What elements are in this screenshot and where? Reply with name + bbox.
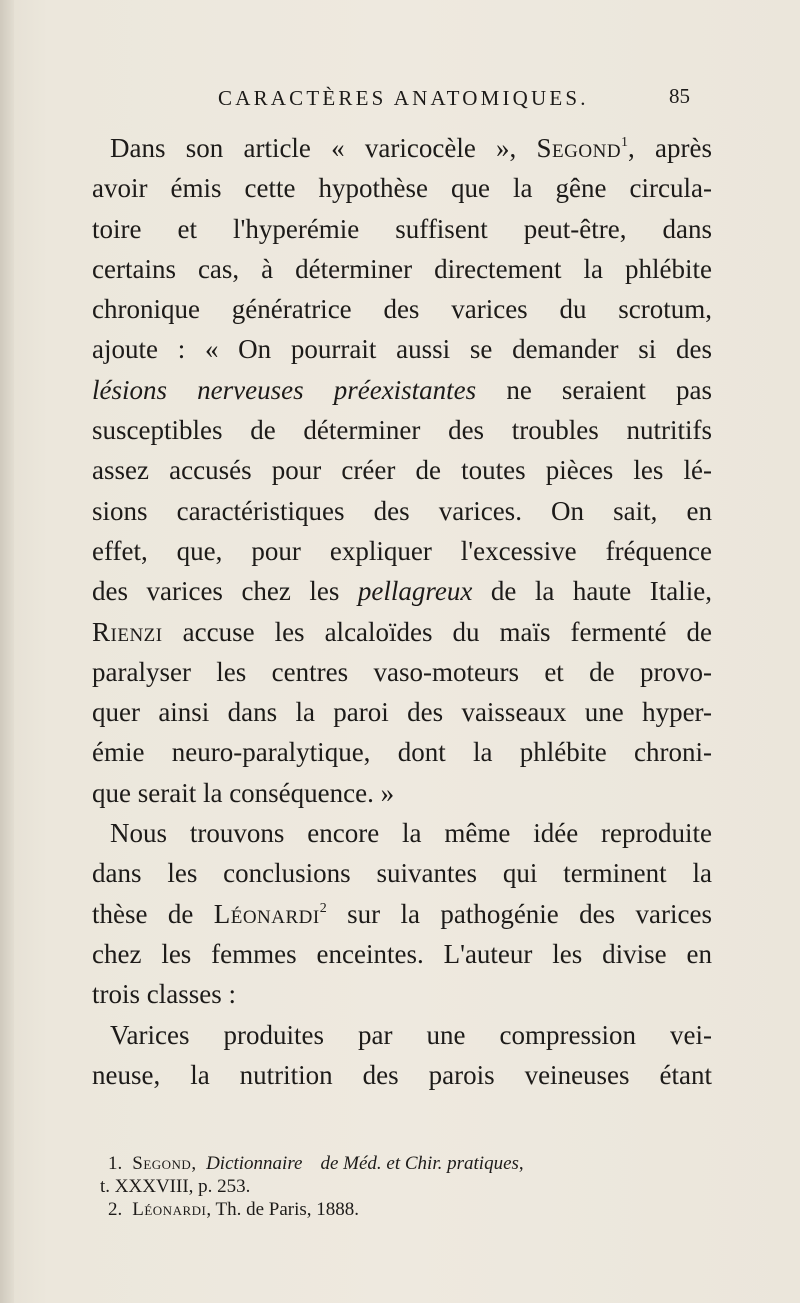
text-line: chronique génératrice des varices du scrotum, bbox=[92, 294, 712, 325]
text-line: émie neuro-paralytique, dont la phlébite chroni- bbox=[92, 737, 712, 768]
text-line: sions caractéristiques des varices. On sait, en bbox=[92, 495, 712, 526]
text-run: , après bbox=[628, 133, 712, 163]
text-run: ne seraient pas bbox=[476, 374, 713, 405]
text-run: de la haute Italie, bbox=[472, 576, 713, 607]
text-line bbox=[92, 370, 712, 410]
text-run: thèse de bbox=[92, 898, 214, 929]
text-line: susceptibles de déterminer des troubles nutritifs bbox=[92, 415, 712, 446]
text-line: quer ainsi dans la paroi des vaisseaux une hyper- bbox=[92, 697, 712, 728]
text-run: des varices chez les bbox=[92, 576, 358, 607]
italic-phrase: lésions nerveuses préexistantes bbox=[92, 374, 477, 405]
footnote-2 bbox=[108, 1198, 712, 1221]
text-line: effet, que, pour expliquer l'excessive fréquence bbox=[92, 535, 712, 566]
footnote-ref: 1 bbox=[621, 135, 629, 150]
text-run: , Th. de Paris, 1888. bbox=[206, 1199, 360, 1220]
text-line: dans les conclusions suivantes qui terminent la bbox=[92, 858, 712, 889]
text-line: ajoute : « On pourrait aussi se demander si des bbox=[92, 334, 712, 365]
page-binding-edge bbox=[0, 0, 14, 1303]
italic-phrase: pellagreux bbox=[357, 576, 473, 607]
text-line: neuse, la nutrition des parois veineuses étant bbox=[92, 1059, 712, 1090]
text-line bbox=[92, 571, 712, 611]
footnote-1-line-2: t. XXXVIII, p. 253. bbox=[100, 1176, 251, 1197]
text-line: chez les femmes enceintes. L'auteur les divise en bbox=[92, 938, 712, 969]
page-number: 85 bbox=[669, 84, 690, 108]
body-text bbox=[92, 128, 712, 1095]
text-line: assez accusés pour créer de toutes pièces les lé- bbox=[92, 455, 712, 486]
text-line: certains cas, à déterminer directement la phlébite bbox=[92, 253, 712, 284]
author-name: Léonardi bbox=[213, 898, 320, 929]
text-run: accuse les alcaloïdes du maïs fermenté de bbox=[162, 616, 712, 647]
text-run: Dans son article « varicocèle », bbox=[110, 133, 537, 163]
author-name: Segond bbox=[536, 133, 622, 163]
text-line: que serait la conséquence. » bbox=[92, 777, 395, 808]
footnote-number: 1. bbox=[108, 1153, 123, 1174]
footnote-1 bbox=[108, 1152, 712, 1175]
text-line: paralyser les centres vaso-moteurs et de provo- bbox=[92, 656, 712, 687]
footnote-ref: 2 bbox=[319, 900, 327, 916]
running-head: CARACTÈRES ANATOMIQUES. bbox=[218, 86, 589, 110]
footnotes bbox=[100, 1152, 712, 1221]
text-run: , bbox=[518, 1153, 524, 1174]
text-line: Nous trouvons encore la même idée reproduite bbox=[110, 818, 712, 849]
text-line bbox=[92, 894, 712, 934]
text-line: trois classes : bbox=[92, 979, 236, 1010]
text-run: sur la pathogénie des varices bbox=[326, 898, 712, 929]
author-name: Segond bbox=[132, 1153, 192, 1174]
author-name: Rienzi bbox=[92, 616, 163, 647]
page-header bbox=[0, 86, 800, 116]
italic-title: Dictionnaire bbox=[206, 1153, 303, 1174]
author-name: Léonardi bbox=[132, 1199, 207, 1220]
italic-title: de Méd. et Chir. pratiques bbox=[320, 1153, 519, 1174]
text-line: avoir émis cette hypothèse que la gêne circula- bbox=[92, 173, 712, 204]
footnote-number: 2. bbox=[108, 1199, 123, 1220]
text-line bbox=[92, 612, 712, 652]
text-run: , bbox=[191, 1153, 197, 1174]
text-line bbox=[92, 128, 712, 168]
text-line: Varices produites par une compression vei- bbox=[110, 1019, 712, 1050]
text-line: toire et l'hyperémie suffisent peut-être, dans bbox=[92, 213, 712, 244]
